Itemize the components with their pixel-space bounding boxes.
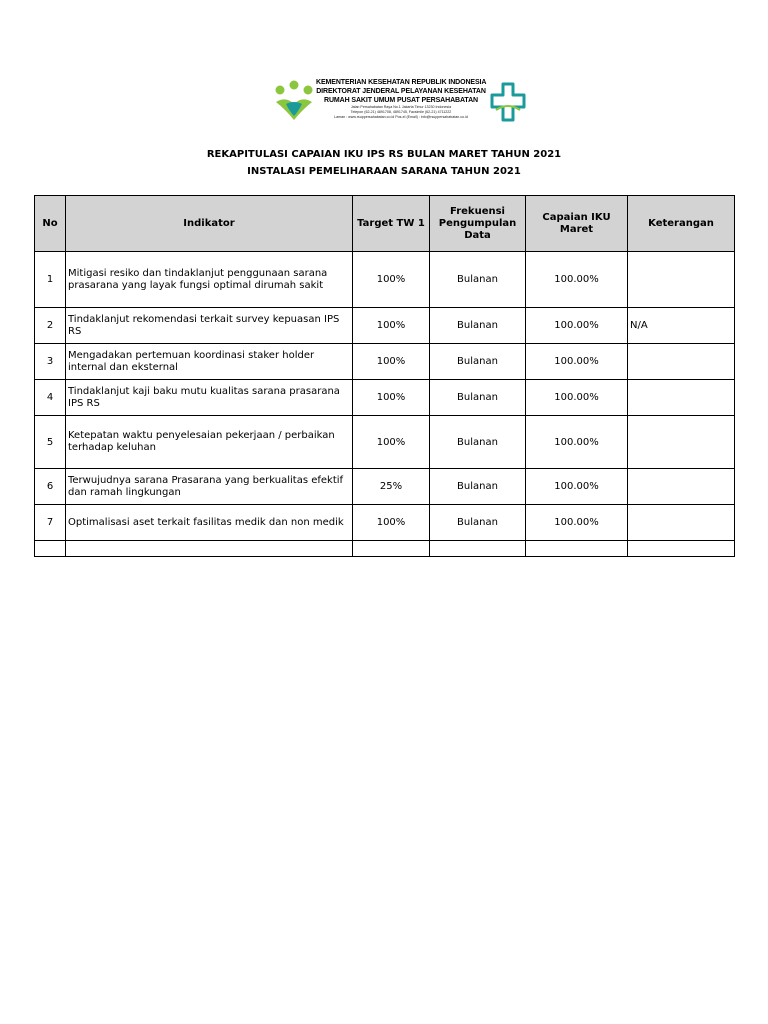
cell-no: 7 bbox=[35, 505, 66, 541]
cell-frekuensi: Bulanan bbox=[430, 469, 526, 505]
report-title: REKAPITULASI CAPAIAN IKU IPS RS BULAN MARET TAHUN 2021 bbox=[206, 149, 562, 160]
phone: Telepon (62-21) 4891708, 4891745, Facsimile (62-21) 4711222 bbox=[350, 110, 452, 114]
directorate-name: DIREKTORAT JENDERAL PELAYANAN KESEHATAN bbox=[316, 88, 486, 95]
letterhead bbox=[272, 78, 532, 128]
cell-keterangan bbox=[628, 416, 735, 469]
cell-capaian: 100.00% bbox=[526, 344, 628, 380]
cell-capaian: 100.00% bbox=[526, 469, 628, 505]
ministry-name: KEMENTERIAN KESEHATAN REPUBLIK INDONESIA bbox=[316, 79, 487, 86]
table-row bbox=[35, 416, 735, 469]
cell-capaian: 100.00% bbox=[526, 416, 628, 469]
cell-target: 100% bbox=[353, 505, 430, 541]
cell-no: 4 bbox=[35, 380, 66, 416]
cell-frekuensi: Bulanan bbox=[430, 416, 526, 469]
cell-keterangan bbox=[628, 469, 735, 505]
cell-indikator: Mengadakan pertemuan koordinasi staker holder internal dan eksternal bbox=[66, 344, 353, 380]
report-subtitle: INSTALASI PEMELIHARAAN SARANA TAHUN 2021 bbox=[247, 166, 521, 177]
empty-cell bbox=[66, 541, 353, 557]
cell-indikator: Ketepatan waktu penyelesaian pekerjaan / perbaikan terhadap keluhan bbox=[66, 416, 353, 469]
cell-frekuensi: Bulanan bbox=[430, 344, 526, 380]
table-row bbox=[35, 505, 735, 541]
cell-capaian: 100.00% bbox=[526, 252, 628, 308]
empty-cell bbox=[353, 541, 430, 557]
cell-no: 1 bbox=[35, 252, 66, 308]
table-header-row bbox=[35, 196, 735, 252]
cell-target: 100% bbox=[353, 308, 430, 344]
hospital-name: RUMAH SAKIT UMUM PUSAT PERSAHABATAN bbox=[324, 97, 478, 104]
table-row bbox=[35, 380, 735, 416]
iku-table bbox=[34, 195, 735, 557]
cell-keterangan bbox=[628, 252, 735, 308]
cell-indikator: Terwujudnya sarana Prasarana yang berkualitas efektif dan ramah lingkungan bbox=[66, 469, 353, 505]
kemenkes-logo-icon bbox=[272, 78, 316, 124]
cell-indikator: Tindaklanjut rekomendasi terkait survey kepuasan IPS RS bbox=[66, 308, 353, 344]
cell-keterangan bbox=[628, 344, 735, 380]
empty-cell bbox=[526, 541, 628, 557]
cell-keterangan: N/A bbox=[628, 308, 735, 344]
header-keterangan: Keterangan bbox=[628, 196, 735, 252]
cell-frekuensi: Bulanan bbox=[430, 380, 526, 416]
cell-indikator: Mitigasi resiko dan tindaklanjut penggunaan sarana prasarana yang layak fungsi optimal dirumah sakit bbox=[66, 252, 353, 308]
cell-no: 2 bbox=[35, 308, 66, 344]
cell-target: 100% bbox=[353, 416, 430, 469]
empty-row bbox=[35, 541, 735, 557]
empty-cell bbox=[430, 541, 526, 557]
header-indikator: Indikator bbox=[66, 196, 353, 252]
cell-target: 100% bbox=[353, 252, 430, 308]
cell-frekuensi: Bulanan bbox=[430, 308, 526, 344]
cell-capaian: 100.00% bbox=[526, 308, 628, 344]
cell-no: 3 bbox=[35, 344, 66, 380]
cell-frekuensi: Bulanan bbox=[430, 505, 526, 541]
table-row bbox=[35, 308, 735, 344]
document-titles bbox=[0, 146, 768, 180]
letterhead-text bbox=[316, 78, 486, 120]
cell-target: 100% bbox=[353, 380, 430, 416]
website: Laman : www.rsuppersahabatan.co.id Pos-el (Email) : info@rsuppersahabatan.co.id bbox=[334, 115, 468, 119]
empty-cell bbox=[35, 541, 66, 557]
header-frekuensi: Frekuensi Pengumpulan Data bbox=[430, 196, 526, 252]
cell-capaian: 100.00% bbox=[526, 505, 628, 541]
table-row bbox=[35, 344, 735, 380]
cell-indikator: Tindaklanjut kaji baku mutu kualitas sarana prasarana IPS RS bbox=[66, 380, 353, 416]
cell-capaian: 100.00% bbox=[526, 380, 628, 416]
header-target: Target TW 1 bbox=[353, 196, 430, 252]
header-no: No bbox=[35, 196, 66, 252]
hospital-logo-icon bbox=[488, 80, 528, 124]
cell-indikator: Optimalisasi aset terkait fasilitas medik dan non medik bbox=[66, 505, 353, 541]
cell-no: 5 bbox=[35, 416, 66, 469]
table-row bbox=[35, 252, 735, 308]
cell-target: 25% bbox=[353, 469, 430, 505]
cell-keterangan bbox=[628, 380, 735, 416]
cell-no: 6 bbox=[35, 469, 66, 505]
cell-keterangan bbox=[628, 505, 735, 541]
cell-frekuensi: Bulanan bbox=[430, 252, 526, 308]
empty-cell bbox=[628, 541, 735, 557]
table-row bbox=[35, 469, 735, 505]
header-capaian: Capaian IKU Maret bbox=[526, 196, 628, 252]
address: Jalan Persahabatan Raya No.1 Jakarta Timur 13230 Indonesia bbox=[350, 105, 452, 109]
cell-target: 100% bbox=[353, 344, 430, 380]
